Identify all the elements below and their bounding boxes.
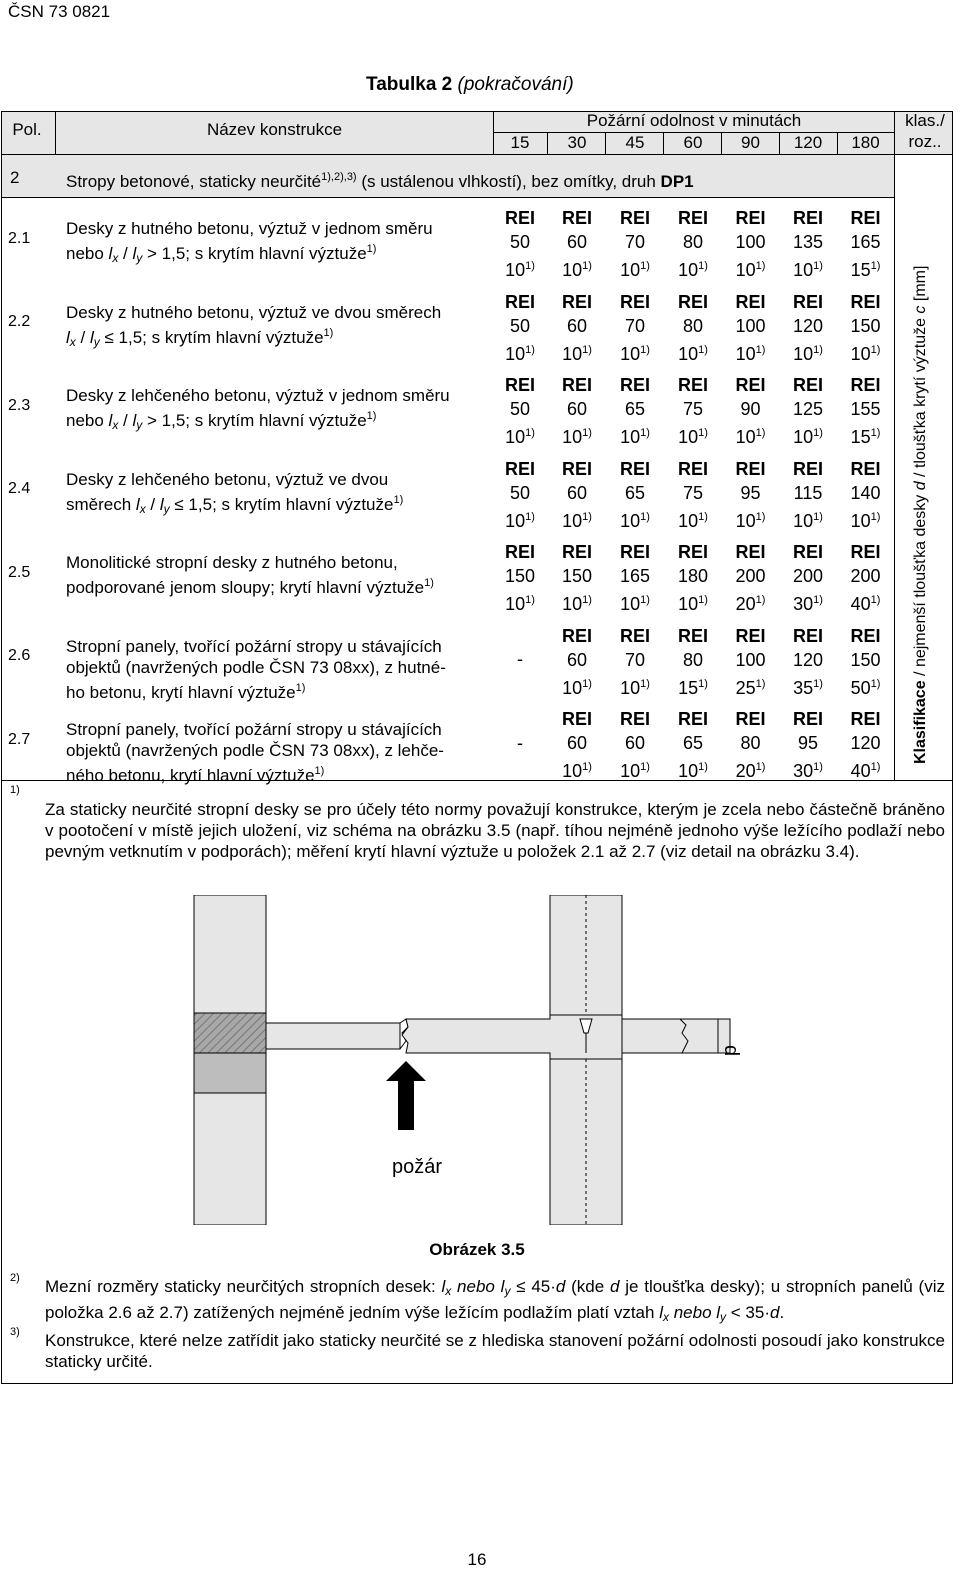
footnote-3-mark: 3)	[10, 1326, 20, 1338]
cell-cover: 10$^{1)}$	[505, 260, 535, 280]
cell-thickness: 165	[850, 232, 881, 252]
row-description	[66, 469, 403, 520]
cell-class: REI	[677, 625, 708, 646]
cell-class: REI	[735, 458, 766, 479]
cell-thickness: 155	[850, 399, 881, 419]
header-minutes-30: 30	[567, 133, 587, 152]
cell-thickness: 150	[504, 566, 536, 586]
table-title-text: Tabulka 2	[366, 74, 453, 95]
cell-cover: 35$^{1)}$	[793, 677, 823, 698]
table-title	[366, 74, 574, 96]
fire-resistance-cell	[837, 707, 894, 783]
fire-resistance-cell	[494, 206, 546, 282]
footnote-1-mark: 1)	[10, 784, 20, 796]
side-label-text2: / tloušťka krytí výztuže	[912, 313, 929, 482]
cell-class: REI	[561, 291, 592, 312]
cell-class: REI	[792, 291, 823, 312]
cell-class: REI	[735, 709, 766, 729]
cell-class: REI	[735, 542, 766, 562]
cell-cover: 10$^{1)}$	[793, 427, 823, 447]
fire-resistance-cell	[606, 540, 664, 616]
cell-thickness: 200	[792, 566, 824, 586]
cell-thickness: 70	[624, 315, 646, 336]
cell-class: REI	[850, 625, 881, 646]
fire-resistance-cell	[548, 624, 606, 700]
row-description-line: nebo $l_x / l_y > 1,5$; s krytím hlavní výztuže$^{1)}$	[66, 243, 377, 265]
cell-thickness: 60	[566, 399, 588, 419]
header-minutes-90: 90	[741, 133, 760, 152]
cell-class: REI	[677, 458, 708, 479]
row-number: 2.6	[8, 647, 31, 665]
row-description-line: ného betonu, krytí hlavní výztuže$^{1)}$	[66, 765, 325, 785]
cell-thickness: 90	[740, 399, 761, 419]
cell-cover: 10$^{1)}$	[793, 260, 823, 280]
fire-resistance-cell	[494, 457, 546, 533]
fire-resistance-cell	[779, 206, 837, 282]
cell-cover: 10$^{1)}$	[678, 343, 708, 364]
fire-resistance-cell	[837, 290, 894, 366]
row-description-line: nebo $l_x / l_y > 1,5$; s krytím hlavní výztuže$^{1)}$	[66, 410, 377, 432]
fire-label: požár	[392, 1156, 443, 1178]
figure-caption: Obrázek 3.5	[429, 1240, 525, 1259]
fire-resistance-cell	[548, 540, 606, 616]
fire-resistance-cell	[548, 206, 606, 282]
cell-class: REI	[850, 291, 881, 312]
fn2-b: nebo	[451, 1277, 501, 1296]
cell-cover: 10$^{1)}$	[678, 594, 708, 614]
fire-resistance-cell	[837, 457, 894, 533]
row-description-line: Stropní panely, tvořící požární stropy u stávajících	[66, 720, 442, 739]
fn2-g: nebo	[668, 1303, 717, 1322]
cell-cover: 10$^{1)}$	[850, 510, 881, 531]
cell-thickness: 165	[619, 566, 651, 586]
section-title-text: Stropy betonové, staticky neurčité	[66, 172, 322, 191]
cell-thickness: 120	[850, 733, 881, 753]
cell-thickness: 180	[677, 566, 709, 586]
cell-class: REI	[735, 208, 766, 228]
cell-thickness: 80	[740, 733, 761, 753]
cell-thickness: 115	[793, 482, 823, 503]
cell-class: REI	[504, 542, 535, 562]
fire-resistance-cell	[837, 206, 894, 282]
row-description-line: ho betonu, krytí hlavní výztuže$^{1)}$	[66, 681, 306, 702]
cell-class: REI	[504, 291, 535, 312]
row-description-line: Desky z hutného betonu, výztuž ve dvou směrech	[66, 302, 442, 322]
row-description	[66, 385, 450, 436]
cell-class: REI	[792, 625, 823, 646]
fire-resistance-cell	[779, 707, 837, 783]
cell-class: REI	[850, 375, 881, 395]
page-number: 16	[467, 1550, 487, 1569]
table-title-continued: (pokračování)	[457, 74, 574, 95]
cell-class: REI	[619, 208, 650, 228]
cell-thickness: 60	[624, 733, 646, 753]
fire-resistance-cell	[664, 624, 722, 700]
cell-cover: 10$^{1)}$	[678, 510, 708, 531]
cell-class: REI	[792, 375, 823, 395]
cell-class: REI	[677, 375, 708, 395]
cell-cover: 20$^{1)}$	[735, 594, 766, 614]
fire-resistance-cell	[606, 290, 664, 366]
cell-thickness: 100	[735, 649, 766, 670]
cell-class: REI	[850, 542, 881, 562]
cell-cover: 10$^{1)}$	[505, 427, 535, 447]
fire-resistance-cell	[664, 373, 722, 449]
fire-resistance-cell	[664, 540, 722, 616]
row-description-line: $l_x / l_y \le 1,5$; s krytím hlavní výztuže$^{1)}$	[66, 326, 334, 349]
cell-thickness: 50	[509, 315, 531, 336]
cell-cover: 40$^{1)}$	[850, 761, 881, 781]
cell-cover: 10$^{1)}$	[735, 343, 766, 364]
slab-right	[622, 1019, 730, 1053]
cell-cover: 10$^{1)}$	[562, 594, 592, 614]
fire-resistance-cell	[606, 707, 664, 783]
cell-class: REI	[677, 208, 708, 228]
cell-cover: 10$^{1)}$	[793, 510, 823, 531]
cell-cover: 10$^{1)}$	[562, 427, 592, 447]
cell-class: REI	[792, 542, 823, 562]
cell-cover: 10$^{1)}$	[678, 761, 708, 781]
fn2-e: (kde	[565, 1277, 610, 1296]
cell-class: REI	[619, 291, 650, 312]
fire-resistance-cell	[722, 457, 779, 533]
cell-thickness: 65	[624, 482, 646, 503]
side-label-d: d	[912, 481, 929, 491]
fire-resistance-cell	[606, 373, 664, 449]
running-header: ČSN 73 0821	[8, 2, 111, 21]
cell-cover: 10$^{1)}$	[505, 594, 535, 614]
fire-resistance-cell	[606, 206, 664, 282]
cell-thickness: 100	[735, 315, 766, 336]
fire-resistance-cell	[664, 707, 722, 783]
header-minutes-15: 15	[510, 133, 530, 152]
section-title-sup: 1),2),3)	[321, 171, 357, 183]
cell-cover: 10$^{1)}$	[620, 260, 650, 280]
fire-resistance-cell	[722, 540, 779, 616]
cell-cover: 10$^{1)}$	[620, 594, 650, 614]
header-klas-2: roz..	[908, 132, 942, 151]
cell-class: REI	[792, 208, 823, 228]
section-title	[66, 167, 694, 192]
cell-thickness: 60	[566, 733, 588, 753]
cell-class: REI	[735, 375, 766, 395]
cell-thickness: 150	[850, 649, 881, 670]
cell-class: REI	[792, 458, 823, 479]
cell-cover: 10$^{1)}$	[620, 761, 650, 781]
cell-class: REI	[677, 542, 708, 562]
cell-cover: 10$^{1)}$	[620, 510, 650, 531]
fire-resistance-cell	[606, 624, 664, 700]
row-description	[66, 636, 446, 703]
footnote-3: Konstrukce, které nelze zatřídit jako staticky neurčité se z hlediska stanovení požární odolnosti posoudí jako konstrukce staticky určité.	[45, 1331, 945, 1371]
cell-cover: 10$^{1)}$	[562, 677, 592, 698]
cell-thickness: 80	[682, 232, 704, 252]
cell-class: REI	[619, 458, 650, 479]
row-description-line: podporované jenom sloupy; krytí hlavní výztuže$^{1)}$	[66, 577, 434, 597]
cell-cover: 10$^{1)}$	[620, 343, 650, 364]
cell-class: REI	[561, 208, 592, 228]
cell-class: REI	[561, 625, 592, 646]
cell-class: REI	[504, 375, 535, 395]
fire-resistance-cell	[494, 373, 546, 449]
cell-class: REI	[735, 625, 766, 646]
row-description	[66, 302, 441, 353]
fire-resistance-cell	[494, 647, 546, 671]
header-name: Název konstrukce	[206, 120, 343, 139]
fn2-a: Mezní rozměry staticky neurčitých stropních desek:	[45, 1277, 442, 1296]
cell-thickness: 60	[566, 315, 588, 336]
cell-cover: 10$^{1)}$	[562, 260, 592, 280]
header-minutes-120: 120	[793, 133, 823, 152]
row-description-line: směrech $l_x / l_y \le 1,5$; s krytím hlavní výztuže$^{1)}$	[66, 493, 404, 516]
cell-class: REI	[561, 709, 592, 729]
cell-class: REI	[677, 709, 708, 729]
row-number: 2.1	[8, 229, 31, 247]
cell-cover: 30$^{1)}$	[793, 594, 823, 614]
left-wall-block	[194, 1053, 266, 1093]
cell-cover: 30$^{1)}$	[793, 761, 823, 781]
cell-thickness: 65	[624, 399, 646, 419]
cell-cover: 10$^{1)}$	[562, 343, 592, 364]
cell-thickness: 150	[850, 315, 881, 336]
cell-cover: 50$^{1)}$	[850, 677, 881, 698]
fire-resistance-cell	[722, 707, 779, 783]
cell-class: REI	[850, 458, 881, 479]
side-label-text: / nejmenší tloušťka desky	[912, 490, 929, 681]
section-number: 2	[10, 168, 20, 187]
side-label-c: c	[912, 305, 929, 314]
cell-thickness: 140	[850, 482, 881, 503]
fire-resistance-cell	[664, 206, 722, 282]
cell-cover: 10$^{1)}$	[678, 427, 708, 447]
cell-cover: 10$^{1)}$	[505, 510, 535, 531]
row-description-line: Desky z hutného betonu, výztuž v jednom směru	[66, 219, 433, 238]
left-wall-bearing	[194, 1013, 266, 1053]
row-description	[66, 218, 433, 269]
cell-cover: 10$^{1)}$	[735, 510, 766, 531]
fn2-h: < 35·	[726, 1303, 770, 1322]
fire-arrow-icon	[386, 1061, 426, 1130]
fire-resistance-cell	[548, 290, 606, 366]
header-minutes-180: 180	[851, 133, 880, 152]
row-description-line: Desky z lehčeného betonu, výztuž v jednom směru	[66, 386, 450, 405]
header-minutes-45: 45	[625, 133, 645, 152]
cell-class: REI	[561, 458, 592, 479]
footnote-2-mark: 2)	[10, 1272, 20, 1284]
row-number: 2.4	[8, 480, 31, 498]
row-description-line: Monolitické stropní desky z hutného betonu,	[66, 553, 398, 572]
row-number: 2.3	[8, 396, 31, 414]
row-number: 2.5	[8, 563, 31, 581]
cell-dash: -	[517, 649, 523, 670]
fire-resistance-cell	[548, 707, 606, 783]
fire-resistance-cell	[494, 731, 546, 755]
cell-thickness: 80	[682, 315, 704, 336]
dim-label: d	[720, 1045, 742, 1057]
cell-class: REI	[619, 542, 650, 562]
footnote-2: Mezní rozměry staticky neurčitých stropních desek: $l_x$ nebo $l_y \le 45\cdot d$ (kde d je tloušťka desky); u stropních panelů (viz položka 2.6 až 2.7) zatížených nejméně jedním výše ležícím podlažím platí vztah $l_x$ nebo $l_y < 35\cdot d$.	[45, 1277, 945, 1324]
fire-resistance-cell	[779, 373, 837, 449]
cell-class: REI	[504, 458, 535, 479]
cell-class: REI	[504, 208, 535, 228]
cell-thickness: 60	[566, 649, 588, 670]
cell-cover: 40$^{1)}$	[850, 594, 881, 614]
fire-resistance-cell	[779, 624, 837, 700]
cell-cover: 15$^{1)}$	[678, 677, 708, 698]
header-klas-1: klas./	[905, 111, 945, 130]
cell-class: REI	[561, 375, 592, 395]
fire-resistance-cell	[548, 373, 606, 449]
footnote-1: Za staticky neurčité stropní desky se pro účely této normy považují konstrukce, kterým je zcela nebo částečně bráněno v pootočení v místě jejich uložení, viz schéma na obrázku 3.5 (např. tíhou nejméně jednoho výše ležícího podlaží nebo pevným vetknutím v podporách); měření krytí hlavní výztuže u položek 2.1 až 2.7 (viz detail na obrázku 3.4).	[45, 800, 945, 861]
row-description-line: objektů (navržených podle ČSN 73 08xx), z lehče-	[66, 741, 444, 760]
fire-resistance-cell	[779, 457, 837, 533]
figure-3-5	[170, 895, 810, 1225]
fire-resistance-cell	[548, 457, 606, 533]
side-label-bold: Klasifikace	[912, 680, 929, 764]
fire-resistance-cell	[722, 206, 779, 282]
fire-resistance-cell	[664, 457, 722, 533]
cell-cover: 10$^{1)}$	[562, 761, 592, 781]
fn2-i: .	[779, 1303, 785, 1322]
cell-thickness: 75	[682, 482, 704, 503]
cell-cover: 15$^{1)}$	[850, 260, 881, 280]
cell-class: REI	[619, 625, 650, 646]
row-number: 2.2	[8, 313, 31, 331]
cell-thickness: 120	[792, 315, 824, 336]
cell-thickness: 70	[624, 649, 646, 670]
cell-class: REI	[619, 709, 650, 729]
cell-cover: 10$^{1)}$	[620, 677, 650, 698]
cell-cover: 10$^{1)}$	[793, 343, 823, 364]
cell-thickness: 50	[509, 399, 531, 419]
cell-thickness: 75	[682, 399, 704, 419]
fire-resistance-cell	[837, 540, 894, 616]
cell-thickness: 50	[509, 232, 531, 252]
cell-cover: 10$^{1)}$	[735, 260, 766, 280]
row-description-line: Desky z lehčeného betonu, výztuž ve dvou	[66, 469, 389, 489]
cell-cover: 10$^{1)}$	[735, 427, 766, 447]
cell-cover: 15$^{1)}$	[850, 427, 881, 447]
cell-thickness: 135	[792, 232, 824, 252]
row-description	[66, 552, 434, 598]
row-description	[66, 719, 444, 786]
cell-class: REI	[677, 291, 708, 312]
fire-resistance-cell	[837, 624, 894, 700]
fire-resistance-cell	[837, 373, 894, 449]
header-fire-resistance: Požární odolnost v minutách	[586, 111, 802, 130]
cell-thickness: 60	[566, 232, 588, 252]
cell-thickness: 60	[566, 482, 588, 503]
cell-thickness: 100	[735, 232, 766, 252]
fire-resistance-cell	[722, 373, 779, 449]
header-minutes-60: 60	[683, 133, 703, 152]
cell-thickness: 65	[682, 733, 704, 753]
fire-resistance-cell	[494, 540, 546, 616]
cell-class: REI	[792, 709, 823, 729]
cell-class: REI	[850, 208, 881, 228]
fire-resistance-cell	[494, 290, 546, 366]
fire-resistance-cell	[606, 457, 664, 533]
cell-thickness: 80	[682, 649, 704, 670]
section-title-bold: DP1	[660, 172, 694, 191]
cell-thickness: 150	[561, 566, 593, 586]
row-description-line: objektů (navržených podle ČSN 73 08xx), z hutné-	[66, 657, 446, 677]
section-title-cont: (s ustálenou vlhkostí), bez omítky, druh	[356, 172, 661, 191]
fire-resistance-cell	[779, 290, 837, 366]
row-description-line: Stropní panely, tvořící požární stropy u stávajících	[66, 636, 442, 656]
cell-dash: -	[517, 732, 523, 753]
cell-cover: 25$^{1)}$	[735, 677, 766, 698]
fire-resistance-cell	[664, 290, 722, 366]
fn2-d: d	[555, 1277, 566, 1296]
side-classification-label	[912, 184, 930, 764]
cell-class: REI	[850, 709, 881, 729]
cell-cover: 10$^{1)}$	[620, 427, 650, 447]
fire-resistance-cell	[722, 624, 779, 700]
fn2-c: ≤ 45·	[510, 1277, 556, 1296]
slab-left	[266, 1023, 400, 1049]
cell-thickness: 70	[624, 232, 646, 252]
cell-thickness: 95	[797, 733, 819, 753]
fn2-f: je tloušťka desky); u stropních panelů (viz položka 2.6 až 2.7) zatížených nejméně jedním výše ležícím podlažím platí vztah	[45, 1277, 945, 1322]
row-number: 2.7	[8, 730, 31, 748]
fire-resistance-cell	[779, 540, 837, 616]
cell-thickness: 50	[509, 482, 531, 503]
header-pol: Pol.	[12, 120, 42, 139]
cell-cover: 20$^{1)}$	[735, 761, 766, 781]
cell-cover: 10$^{1)}$	[678, 260, 708, 280]
cell-thickness: 120	[792, 649, 824, 670]
side-label-unit: [mm]	[912, 265, 929, 306]
cell-cover: 10$^{1)}$	[562, 510, 592, 531]
cell-thickness: 200	[735, 566, 766, 586]
fire-resistance-cell	[722, 290, 779, 366]
cell-class: REI	[561, 542, 592, 562]
cell-thickness: 95	[740, 482, 761, 503]
cell-thickness: 125	[792, 399, 824, 419]
cell-class: REI	[619, 375, 650, 395]
cell-cover: 10$^{1)}$	[505, 343, 535, 364]
cell-cover: 10$^{1)}$	[850, 343, 881, 364]
cell-class: REI	[735, 291, 766, 312]
cell-thickness: 200	[850, 566, 881, 586]
